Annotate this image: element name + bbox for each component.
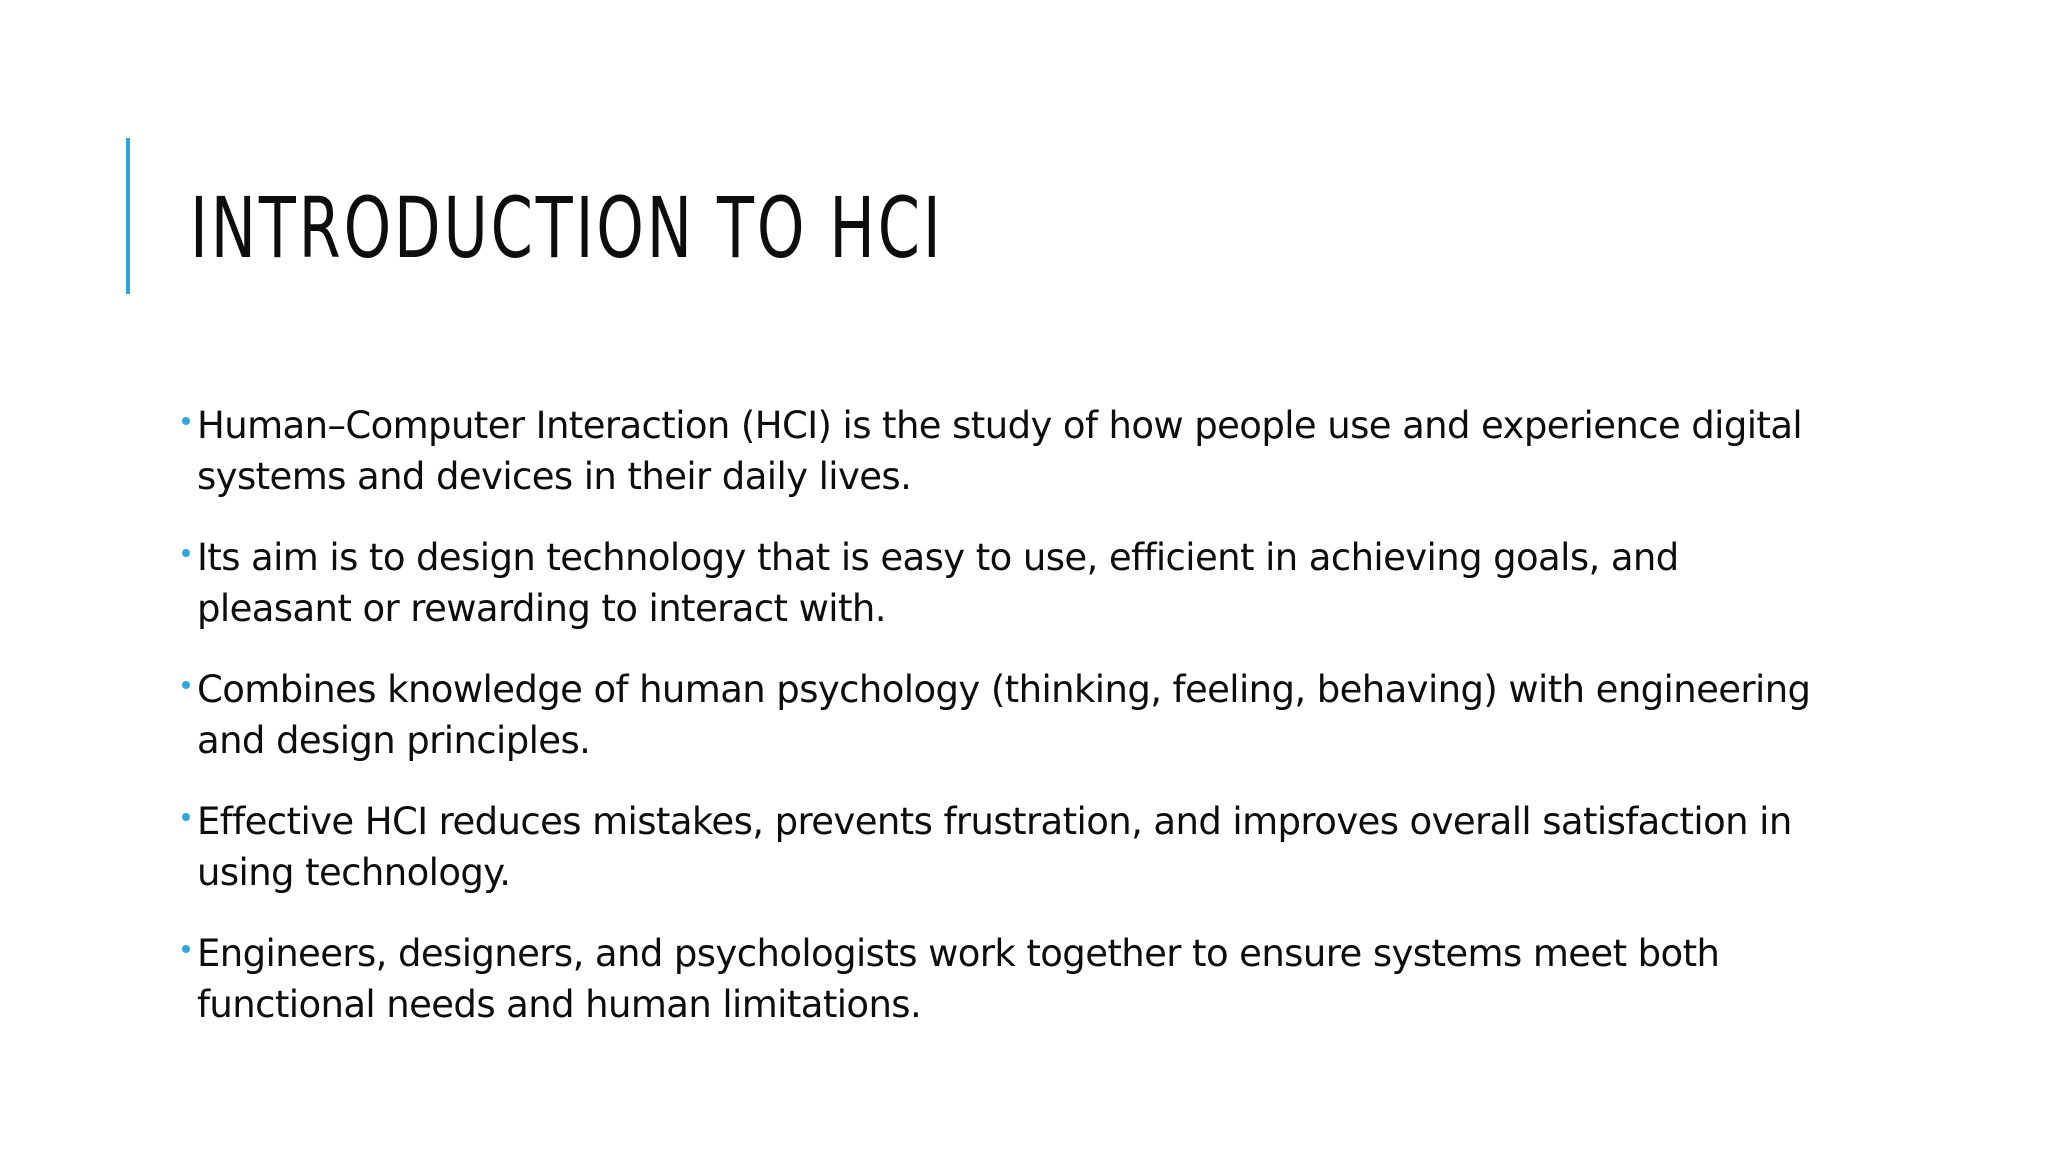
bullet-dot-icon bbox=[182, 549, 190, 557]
bullet-item bbox=[182, 400, 1842, 502]
bullet-item bbox=[182, 532, 1842, 634]
bullet-item bbox=[182, 664, 1842, 766]
bullet-text: Human–Computer Interaction (HCI) is the study of how people use and experience digital systems and devices in their daily lives. bbox=[197, 404, 1803, 498]
title-accent-bar bbox=[126, 138, 130, 294]
bullet-list bbox=[182, 400, 1842, 1060]
bullet-text: Its aim is to design technology that is easy to use, efficient in achieving goals, and pleasant or rewarding to interact with. bbox=[197, 536, 1679, 630]
bullet-text: Effective HCI reduces mistakes, prevents frustration, and improves overall satisfaction in using technology. bbox=[197, 800, 1792, 894]
bullet-dot-icon bbox=[182, 813, 190, 821]
bullet-dot-icon bbox=[182, 417, 190, 425]
slide-title: INTRODUCTION TO HCI bbox=[190, 179, 944, 277]
bullet-dot-icon bbox=[182, 945, 190, 953]
bullet-item bbox=[182, 928, 1842, 1030]
bullet-text: Combines knowledge of human psychology (thinking, feeling, behaving) with engineering and design principles. bbox=[197, 668, 1811, 762]
bullet-item bbox=[182, 796, 1842, 898]
bullet-dot-icon bbox=[182, 681, 190, 689]
bullet-text: Engineers, designers, and psychologists work together to ensure systems meet both functional needs and human limitations. bbox=[197, 932, 1720, 1026]
